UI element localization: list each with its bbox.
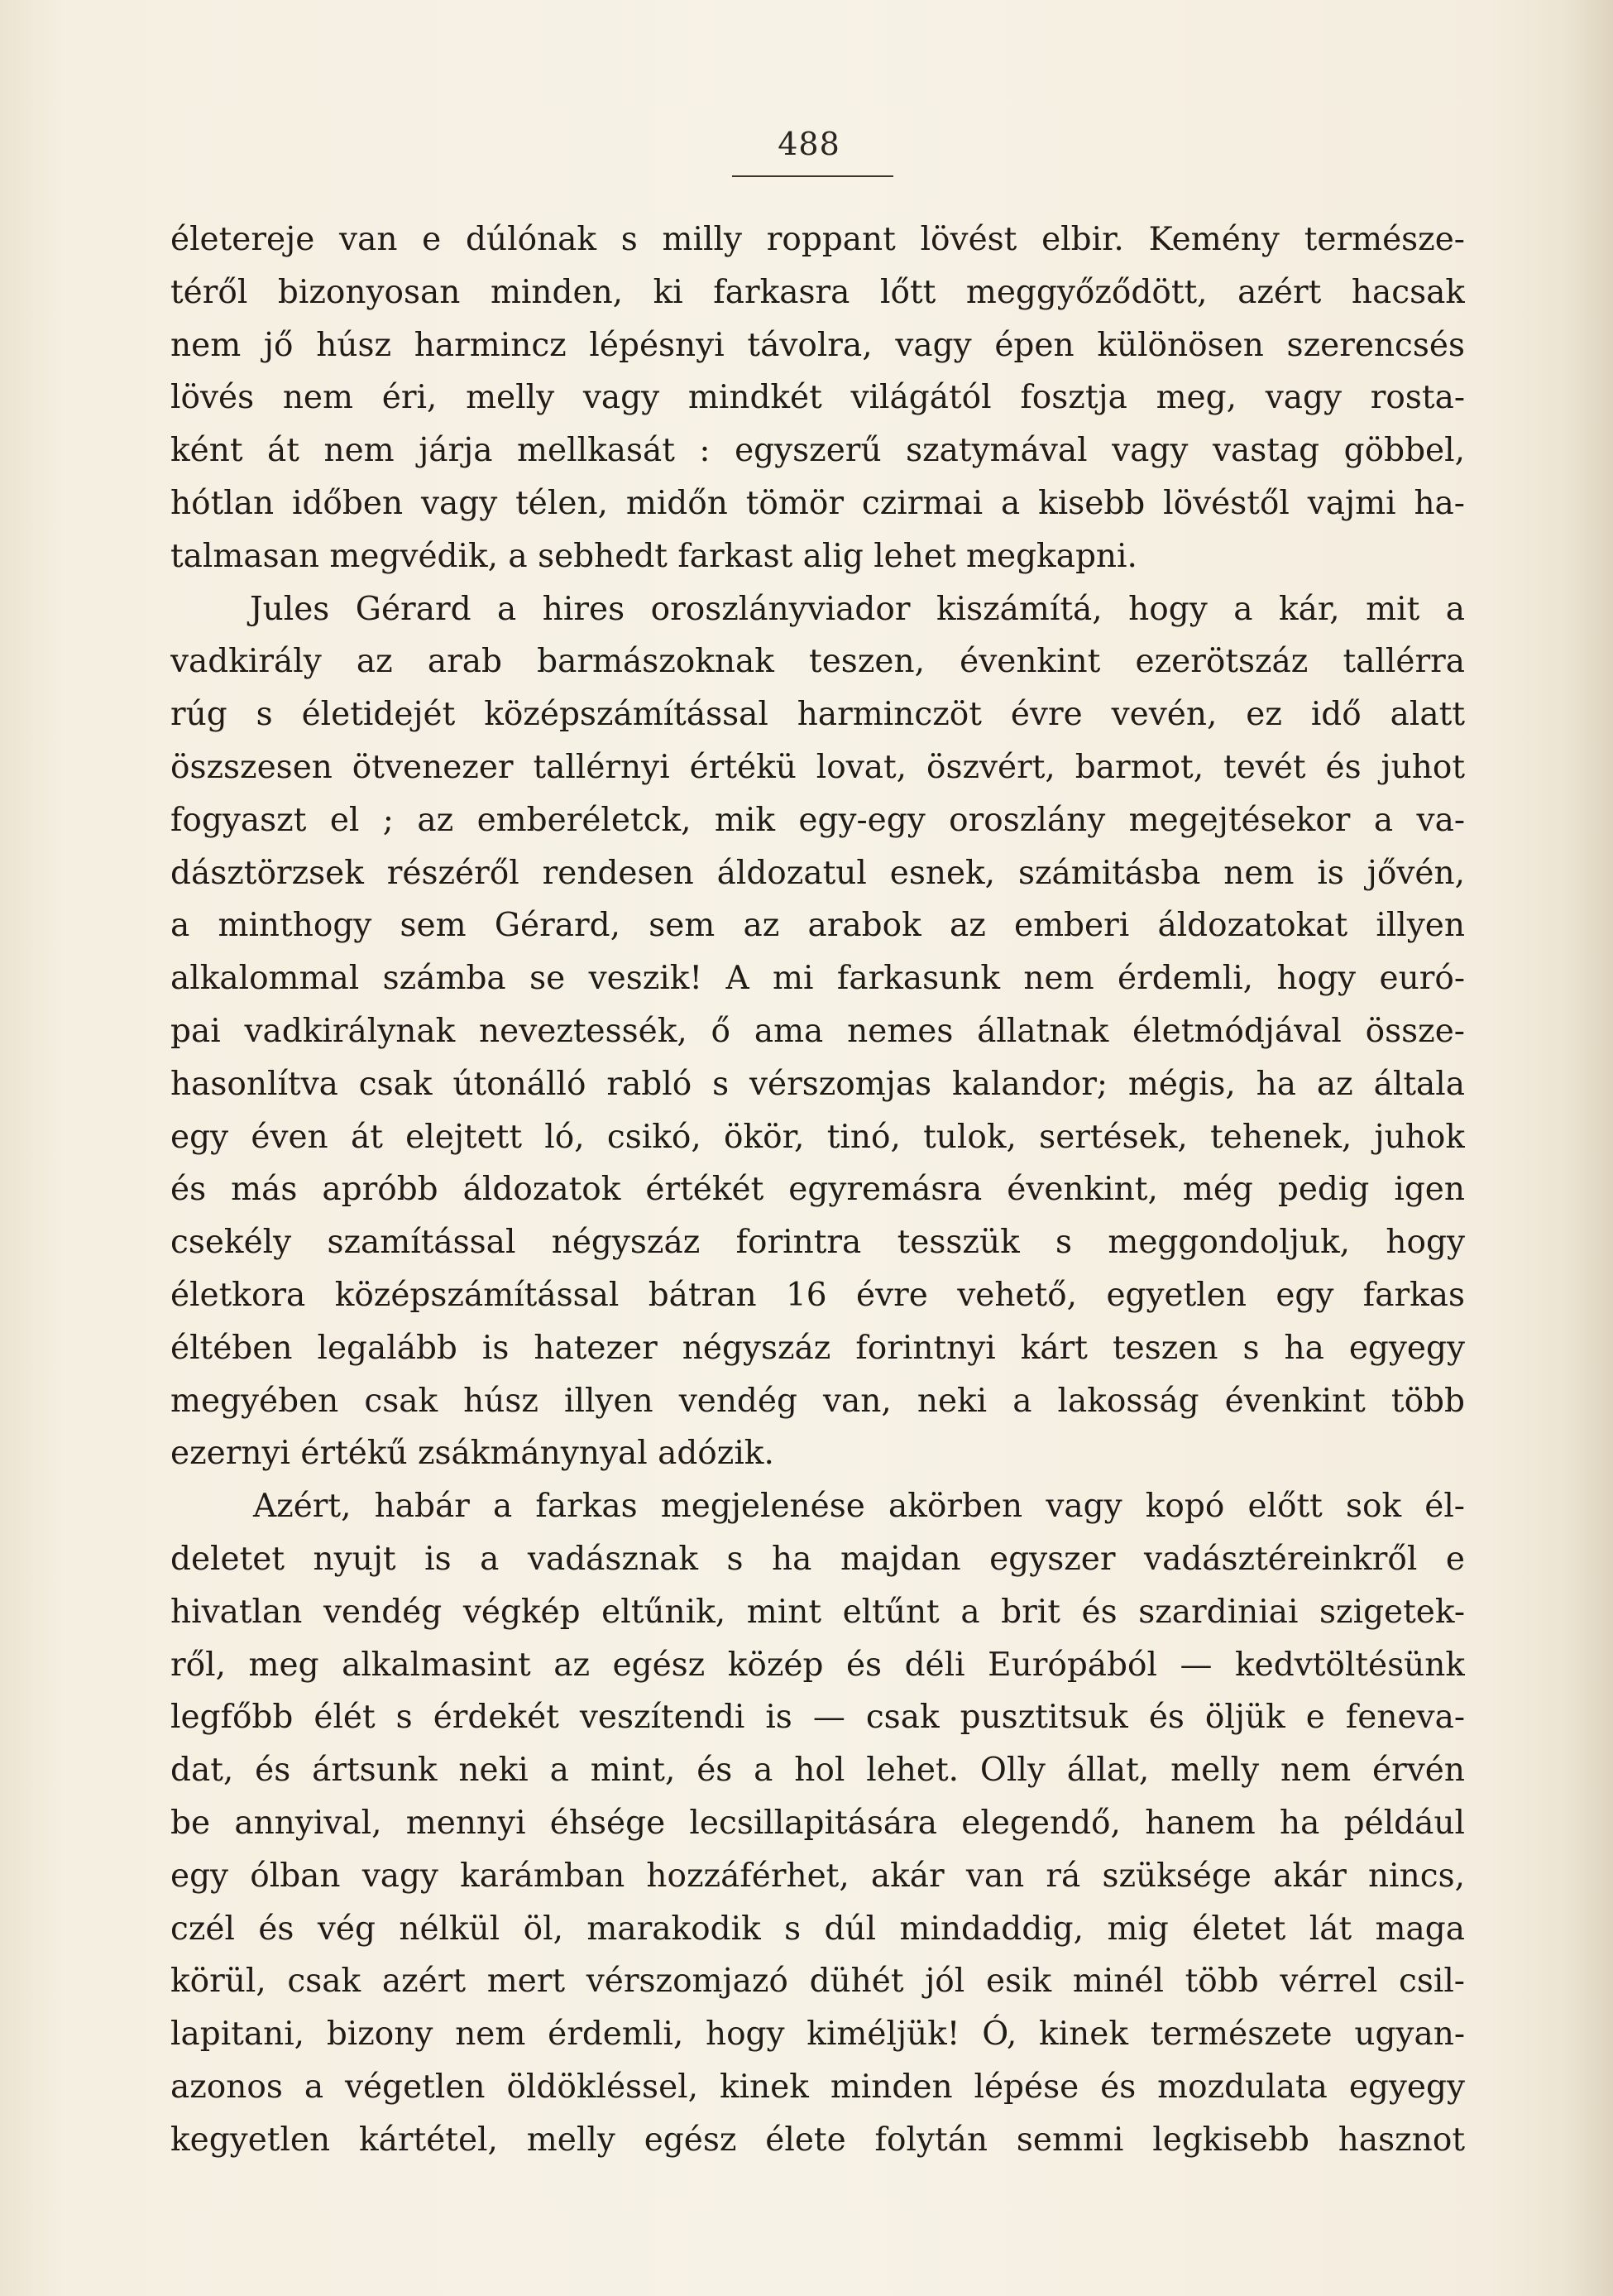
text-line: a minthogy sem Gérard, sem az arabok az emberi áldozatokat illyen xyxy=(170,907,1465,945)
text-line: körül, csak azért mert vérszomjazó dühét jól esik minél több vérrel csil- xyxy=(170,1963,1465,2001)
text-line: rúg s életidejét középszámítással harminczöt évre vevén, ez idő alatt xyxy=(170,696,1465,734)
text-line: nem jő húsz harmincz lépésnyi távolra, vagy épen különösen szerencsés xyxy=(170,326,1465,364)
text-line: legfőbb élét s érdekét veszítendi is — csak pusztitsuk és öljük e feneva- xyxy=(170,1699,1465,1737)
text-line: ről, meg alkalmasint az egész közép és déli Európából — kedvtöltésünk xyxy=(170,1646,1465,1684)
text-line: Azért, habár a farkas megjelenése akörben vagy kopó előtt sok él- xyxy=(253,1488,1465,1526)
text-line: deletet nyujt is a vadásznak s ha majdan egyszer vadásztéreinkről e xyxy=(170,1540,1465,1578)
text-line: életkora középszámítással bátran 16 évre vehető, egyetlen egy farkas xyxy=(170,1276,1465,1314)
text-line: és más apróbb áldozatok értékét egyremásra évenkint, még pedig igen xyxy=(170,1171,1465,1209)
text-line: ként át nem járja mellkasát : egyszerű szatymával vagy vastag göbbel, xyxy=(170,432,1465,470)
text-line: megyében csak húsz illyen vendég van, neki a lakosság évenkint több xyxy=(170,1382,1465,1420)
text-line: be annyival, mennyi éhsége lecsillapitására elegendő, hanem ha például xyxy=(170,1804,1465,1842)
text-line: alkalommal számba se veszik! A mi farkasunk nem érdemli, hogy euró- xyxy=(170,960,1465,998)
text-line: csekély szamítással négyszáz forintra tesszük s meggondoljuk, hogy xyxy=(170,1224,1465,1262)
text-line: Jules Gérard a hires oroszlányviador kiszámítá, hogy a kár, mit a xyxy=(250,590,1465,628)
page-edge-shadow xyxy=(1563,0,1613,2296)
text-line: fogyaszt el ; az emberéletck, mik egy-egy oroszlány megejtésekor a va- xyxy=(170,801,1465,839)
page-number: 488 xyxy=(778,126,840,162)
text-line: azonos a végetlen öldökléssel, kinek minden lépése és mozdulata egyegy xyxy=(170,2068,1465,2106)
text-line: lapitani, bizony nem érdemli, hogy kiméljük! Ó, kinek természete ugyan- xyxy=(170,2016,1465,2054)
text-line: egy ólban vagy karámban hozzáférhet, akár van rá szüksége akár nincs, xyxy=(170,1857,1465,1895)
text-line: öszszesen ötvenezer tallérnyi értékü lovat, öszvért, barmot, tevét és juhot xyxy=(170,748,1465,786)
header-rule xyxy=(732,175,893,177)
text-line: ezernyi értékű zsákmánynyal adózik. xyxy=(170,1435,774,1473)
text-line: dat, és ártsunk neki a mint, és a hol lehet. Olly állat, melly nem érvén xyxy=(170,1752,1465,1790)
text-line: életereje van e dúlónak s milly roppant lövést elbir. Kemény természe- xyxy=(170,221,1465,258)
text-line: hivatlan vendég végkép eltűnik, mint eltűnt a brit és szardiniai szigetek- xyxy=(170,1593,1465,1631)
text-line: hasonlítva csak útonálló rabló s vérszomjas kalandor; mégis, ha az általa xyxy=(170,1065,1465,1103)
text-line: kegyetlen kártétel, melly egész élete folytán semmi legkisebb hasznot xyxy=(170,2121,1465,2159)
text-line: vadkirály az arab barmászoknak teszen, évenkint ezerötszáz tallérra xyxy=(170,643,1465,681)
text-line: hótlan időben vagy télen, midőn tömör czirmai a kisebb lövéstől vajmi ha- xyxy=(170,484,1465,522)
text-line: éltében legalább is hatezer négyszáz forintnyi kárt teszen s ha egyegy xyxy=(170,1329,1465,1367)
body-text xyxy=(170,213,1465,2166)
text-line: téről bizonyosan minden, ki farkasra lőtt meggyőződött, azért hacsak xyxy=(170,273,1465,311)
text-line: czél és vég nélkül öl, marakodik s dúl mindaddig, mig életet lát maga xyxy=(170,1910,1465,1948)
text-line: talmasan megvédik, a sebhedt farkast alig lehet megkapni. xyxy=(170,537,1137,575)
text-line: pai vadkirálynak neveztessék, ő ama nemes állatnak életmódjával össze- xyxy=(170,1012,1465,1050)
text-line: egy éven át elejtett ló, csikó, ökör, tinó, tulok, sertések, tehenek, juhok xyxy=(170,1118,1465,1156)
text-line: lövés nem éri, melly vagy mindkét világától fosztja meg, vagy rosta- xyxy=(170,379,1465,417)
text-line: dásztörzsek részéről rendesen áldozatul esnek, számitásba nem is jővén, xyxy=(170,854,1465,892)
